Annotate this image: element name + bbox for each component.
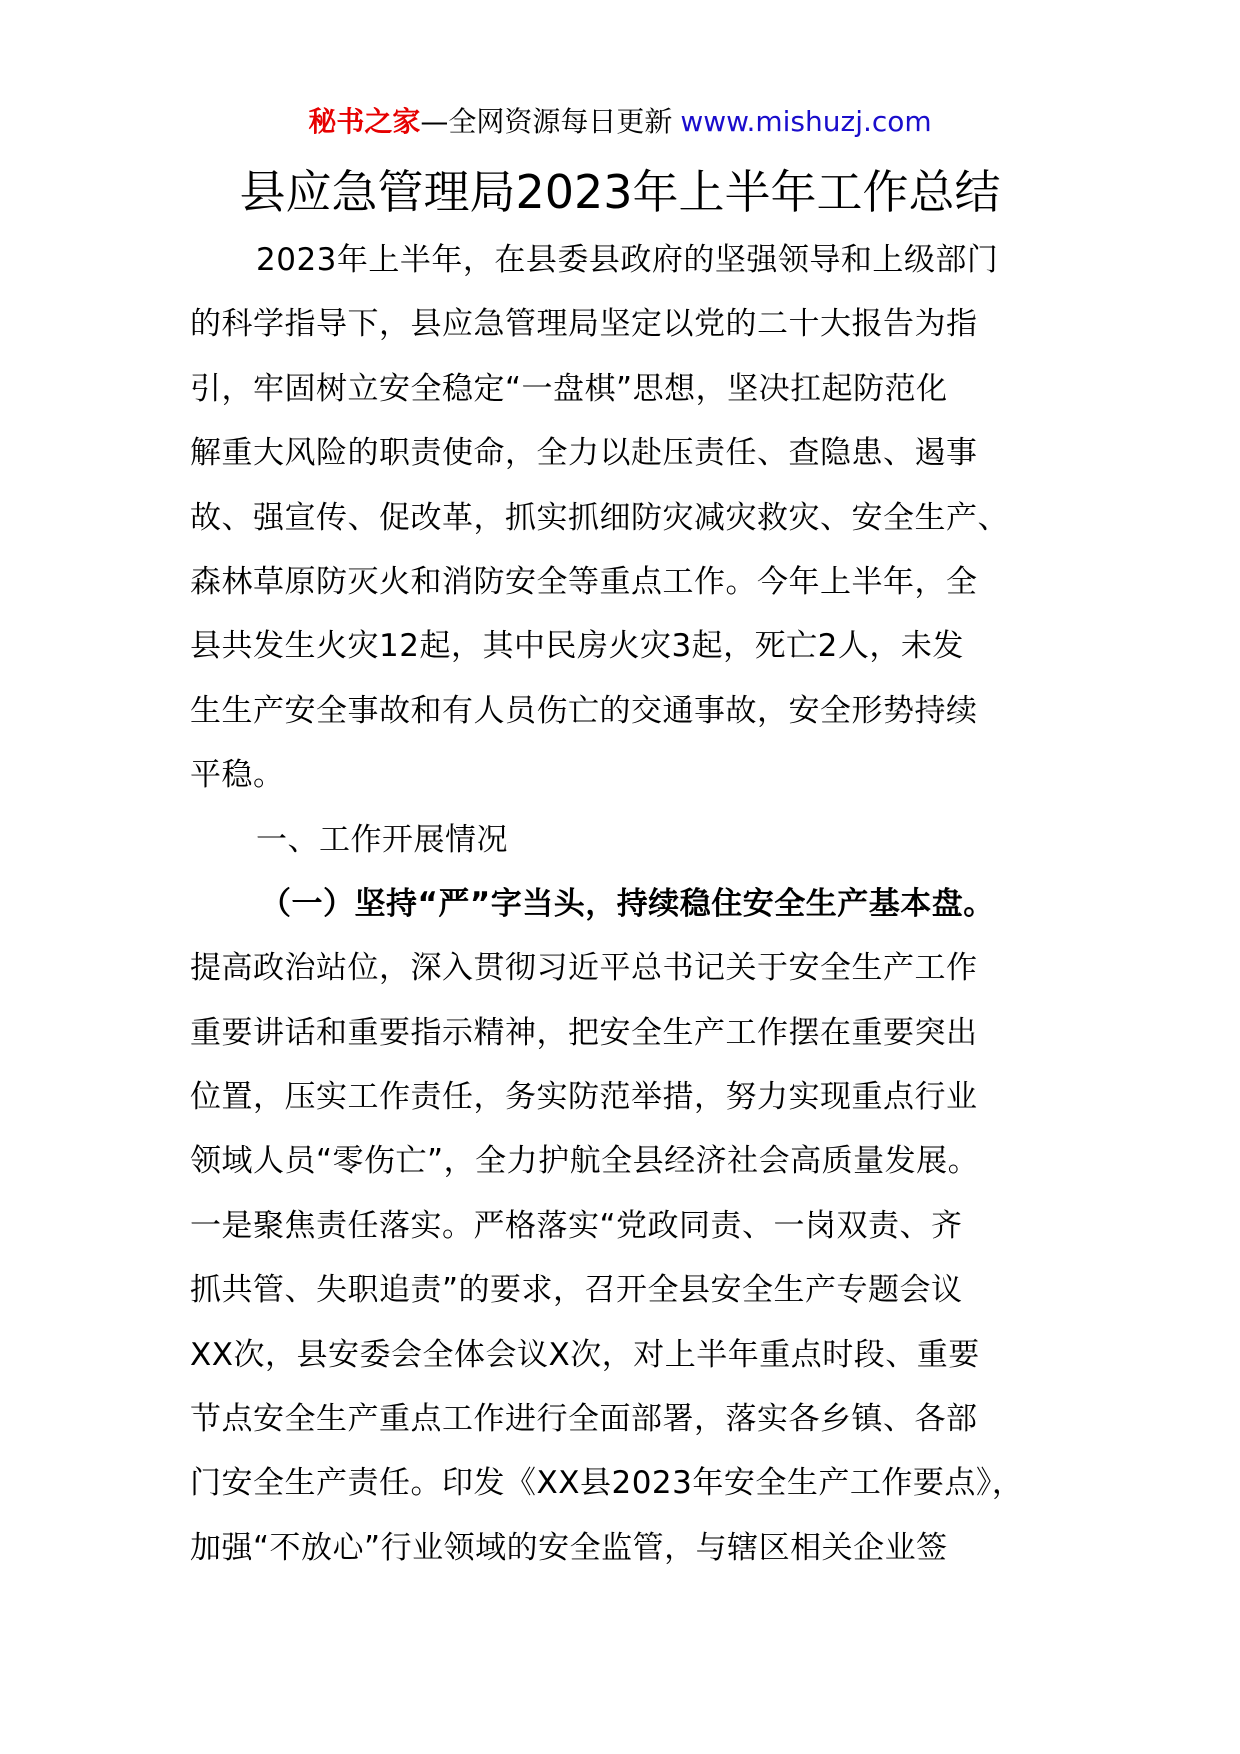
subsection-heading: （一）坚持“严”字当头，持续稳住安全生产基本盘。 — [260, 885, 995, 922]
paragraph-line: 门安全生产责任。印发《XX县2023年安全生产工作要点》， — [190, 1465, 1024, 1502]
paragraph-line: 森林草原防灭火和消防安全等重点工作。今年上半年，全 — [190, 563, 978, 600]
paragraph-line: 一是聚焦责任落实。严格落实“党政同责、一岗双责、齐 — [190, 1207, 963, 1244]
site-link[interactable]: www.mishuzj.com — [680, 105, 932, 138]
watermark-header — [0, 102, 1240, 142]
paragraph-line: 县共发生火灾12起，其中民房火灾3起，死亡2人，未发 — [190, 628, 964, 665]
paragraph-line: 提高政治站位，深入贯彻习近平总书记关于安全生产工作 — [190, 950, 978, 987]
document-title: 县应急管理局2023年上半年工作总结 — [239, 165, 1001, 219]
paragraph-line: 节点安全生产重点工作进行全面部署，落实各乡镇、各部 — [190, 1401, 978, 1438]
paragraph-line: XX次，县安委会全体会议X次，对上半年重点时段、重要 — [190, 1336, 980, 1373]
paragraph-line: 领域人员“零伤亡”，全力护航全县经济社会高质量发展。 — [190, 1143, 980, 1180]
paragraph-line: 解重大风险的职责使命，全力以赴压责任、查隐患、遏事 — [190, 435, 978, 472]
paragraph-line: 抓共管、失职追责”的要求，召开全县安全生产专题会议 — [190, 1272, 963, 1309]
section-heading: 一、工作开展情况 — [256, 821, 508, 858]
paragraph-line: 生生产安全事故和有人员伤亡的交通事故，安全形势持续 — [190, 692, 978, 729]
paragraph-line: 的科学指导下，县应急管理局坚定以党的二十大报告为指 — [190, 306, 978, 343]
paragraph-line: 平稳。 — [190, 757, 285, 794]
document-body — [190, 228, 1070, 1580]
brand-name: 秘书之家 — [308, 105, 421, 138]
paragraph-line: 2023年上半年，在县委县政府的坚强领导和上级部门 — [256, 242, 999, 278]
paragraph-line: 重要讲话和重要指示精神，把安全生产工作摆在重要突出 — [190, 1014, 978, 1051]
paragraph-line: 加强“不放心”行业领域的安全监管，与辖区相关企业签 — [190, 1529, 948, 1566]
paragraph-line: 故、强宣传、促改革，抓实抓细防灾减灾救灾、安全生产、 — [190, 499, 1009, 536]
header-tagline: —全网资源每日更新 — [420, 105, 673, 138]
paragraph-line: 引，牢固树立安全稳定“一盘棋”思想，坚决扛起防范化 — [190, 370, 948, 407]
paragraph-line: 位置，压实工作责任，务实防范举措，努力实现重点行业 — [190, 1079, 978, 1116]
